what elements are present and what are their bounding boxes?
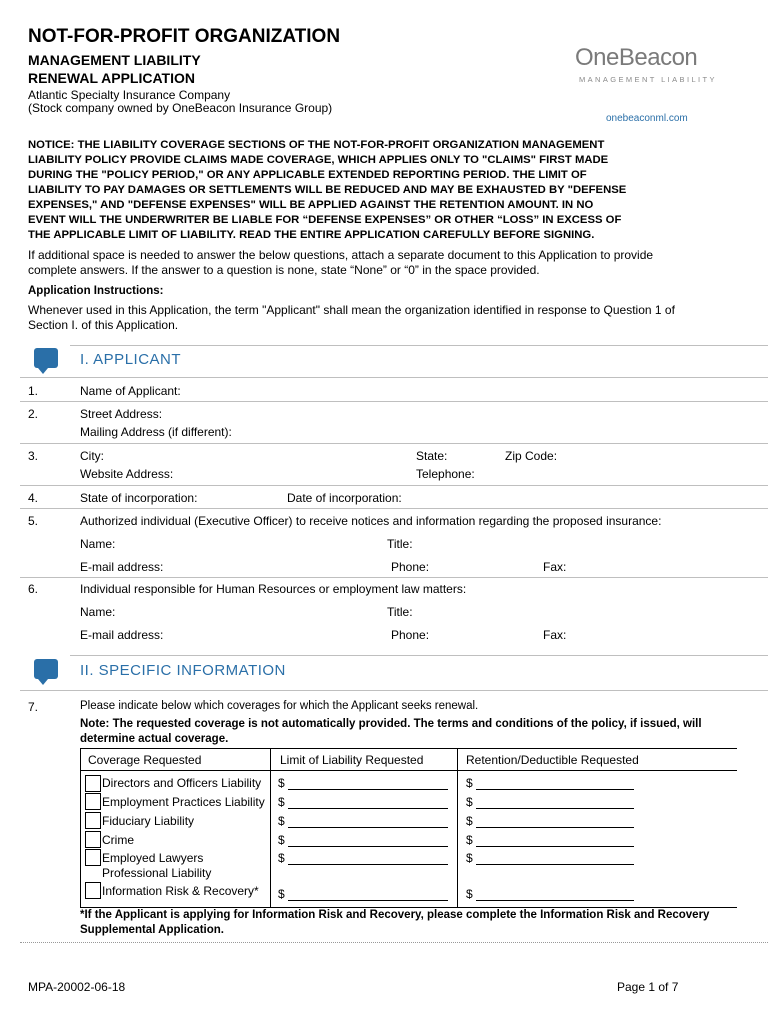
dollar-sign: $ [466, 814, 473, 828]
table-border [80, 770, 737, 771]
notice-line: THE APPLICABLE LIMIT OF LIABILITY. READ THE ENTIRE APPLICATION CAREFULLY BEFORE SIGNING. [28, 229, 595, 241]
dollar-sign: $ [466, 776, 473, 790]
onebeacon-logo: OneBeacon [575, 44, 698, 71]
table-border [457, 748, 458, 907]
officer-email-label[interactable]: E-mail address: [80, 560, 164, 574]
coverage-checkbox-employed-lawyers[interactable] [85, 849, 101, 866]
intro-text-2: complete answers. If the answer to a question is none, state “None” or “0” in the space provided. [28, 263, 540, 277]
notice-line: LIABILITY TO PAY DAMAGES OR SETTLEMENTS WILL BE REDUCED AND MAY BE EXHAUSTED BY "DEFENSE [28, 184, 627, 196]
coverage-checkbox-fiduciary[interactable] [85, 812, 101, 829]
footnote-1: *If the Applicant is applying for Information Risk and Recovery, please complete the Information Risk and Recovery [80, 909, 710, 921]
coverage-instruction: Please indicate below which coverages for which the Applicant seeks renewal. [80, 700, 479, 712]
divider [20, 485, 768, 486]
column-header-limit: Limit of Liability Requested [280, 753, 424, 767]
dollar-sign: $ [466, 833, 473, 847]
website-address-label[interactable]: Website Address: [80, 467, 174, 481]
question-number: 3. [28, 449, 39, 463]
dollar-sign: $ [466, 795, 473, 809]
notice-line: DURING THE "POLICY PERIOD," OR ANY APPLICABLE EXTENDED REPORTING PERIOD. THE LIMIT OF [28, 169, 587, 181]
officer-phone-label[interactable]: Phone: [391, 560, 430, 574]
telephone-label[interactable]: Telephone: [416, 467, 475, 481]
officer-title-label[interactable]: Title: [387, 537, 413, 551]
divider [20, 577, 768, 578]
coverage-label: Employed Lawyers [102, 851, 204, 865]
street-address-label[interactable]: Street Address: [80, 407, 163, 421]
limit-input[interactable] [288, 827, 448, 828]
dollar-sign: $ [278, 833, 285, 847]
instructions-text-2: Section I. of this Application. [28, 318, 179, 332]
hr-phone-label[interactable]: Phone: [391, 628, 430, 642]
coverage-checkbox-epl[interactable] [85, 793, 101, 810]
instructions-text-1: Whenever used in this Application, the term "Applicant" shall mean the organization identified in response to Question 1 of [28, 303, 675, 317]
limit-input[interactable] [288, 846, 448, 847]
document-subtitle-1: MANAGEMENT LIABILITY [28, 52, 201, 68]
dollar-sign: $ [278, 851, 285, 865]
document-title: NOT-FOR-PROFIT ORGANIZATION [28, 26, 341, 47]
divider [20, 377, 768, 378]
table-border [270, 748, 271, 907]
company-name: Atlantic Specialty Insurance Company [28, 88, 231, 102]
table-border [80, 907, 737, 908]
mailing-address-label[interactable]: Mailing Address (if different): [80, 425, 232, 439]
section-icon [34, 659, 58, 679]
date-of-incorporation-label[interactable]: Date of incorporation: [287, 491, 402, 505]
divider [20, 508, 768, 509]
question-number: 4. [28, 491, 39, 505]
hr-email-label[interactable]: E-mail address: [80, 628, 164, 642]
coverage-checkbox-info-risk[interactable] [85, 882, 101, 899]
dollar-sign: $ [466, 851, 473, 865]
coverage-label: Fiduciary Liability [102, 814, 195, 828]
document-subtitle-2: RENEWAL APPLICATION [28, 70, 195, 86]
table-border [80, 748, 81, 907]
notice-line: EXPENSES," AND "DEFENSE EXPENSES" WILL BE APPLIED AGAINST THE RETENTION AMOUNT. IN NO [28, 199, 594, 211]
divider [20, 690, 768, 691]
hr-fax-label[interactable]: Fax: [543, 628, 567, 642]
hr-title-label[interactable]: Title: [387, 605, 413, 619]
table-border [80, 748, 737, 749]
divider [20, 942, 768, 943]
company-owner: (Stock company owned by OneBeacon Insurance Group) [28, 101, 333, 115]
notice-line: EVENT WILL THE UNDERWRITER BE LIABLE FOR “DEFENSE EXPENSES” OR OTHER “LOSS” IN EXCESS OF [28, 214, 622, 226]
coverage-checkbox-crime[interactable] [85, 831, 101, 848]
applicant-name-label[interactable]: Name of Applicant: [80, 384, 181, 398]
coverage-note-2: determine actual coverage. [80, 733, 229, 745]
retention-input[interactable] [476, 864, 634, 865]
state-label[interactable]: State: [416, 449, 448, 463]
page-number: Page 1 of 7 [617, 980, 679, 994]
coverage-label-cont: Professional Liability [102, 866, 212, 880]
website-link[interactable]: onebeaconml.com [606, 113, 688, 124]
hr-name-label[interactable]: Name: [80, 605, 116, 619]
divider [20, 401, 768, 402]
hr-individual-label: Individual responsible for Human Resources or employment law matters: [80, 582, 467, 596]
limit-input[interactable] [288, 900, 448, 901]
section-top-rule [70, 345, 768, 346]
question-number: 5. [28, 514, 39, 528]
question-number: 6. [28, 582, 39, 596]
question-number: 1. [28, 384, 39, 398]
section-2-title: II. SPECIFIC INFORMATION [80, 662, 286, 679]
retention-input[interactable] [476, 808, 634, 809]
dollar-sign: $ [278, 795, 285, 809]
limit-input[interactable] [288, 789, 448, 790]
question-number: 7. [28, 700, 39, 714]
coverage-note-1: Note: The requested coverage is not automatically provided. The terms and conditions of the policy, if issued, will [80, 718, 702, 730]
dollar-sign: $ [278, 887, 285, 901]
notice-line: LIABILITY POLICY PROVIDE CLAIMS MADE COVERAGE, WHICH APPLIES ONLY TO "CLAIMS" FIRST MADE [28, 154, 609, 166]
dollar-sign: $ [278, 776, 285, 790]
instructions-heading: Application Instructions: [28, 285, 164, 297]
notice-line: NOTICE: THE LIABILITY COVERAGE SECTIONS OF THE NOT-FOR-PROFIT ORGANIZATION MANAGEMENT [28, 139, 605, 151]
section-top-rule [70, 655, 768, 656]
section-1-title: I. APPLICANT [80, 351, 182, 368]
divider [20, 443, 768, 444]
intro-text-1: If additional space is needed to answer the below questions, attach a separate document to this Application to provide [28, 248, 654, 262]
coverage-checkbox-do[interactable] [85, 775, 101, 792]
coverage-label: Information Risk & Recovery* [102, 884, 259, 898]
retention-input[interactable] [476, 900, 634, 901]
retention-input[interactable] [476, 846, 634, 847]
coverage-label: Employment Practices Liability [102, 795, 265, 809]
city-label[interactable]: City: [80, 449, 104, 463]
zip-code-label[interactable]: Zip Code: [505, 449, 558, 463]
retention-input[interactable] [476, 789, 634, 790]
column-header-retention: Retention/Deductible Requested [466, 753, 639, 767]
form-id: MPA-20002-06-18 [28, 980, 126, 994]
coverage-label: Directors and Officers Liability [102, 776, 262, 790]
authorized-individual-label: Authorized individual (Executive Officer) to receive notices and information regarding the proposed insurance: [80, 514, 662, 528]
limit-input[interactable] [288, 864, 448, 865]
officer-fax-label[interactable]: Fax: [543, 560, 567, 574]
retention-input[interactable] [476, 827, 634, 828]
section-icon [34, 348, 58, 368]
officer-name-label[interactable]: Name: [80, 537, 116, 551]
footnote-2: Supplemental Application. [80, 924, 224, 936]
logo-tagline: MANAGEMENT LIABILITY [579, 75, 717, 84]
notice-block [28, 138, 626, 243]
state-of-incorporation-label[interactable]: State of incorporation: [80, 491, 198, 505]
coverage-label: Crime [102, 833, 134, 847]
dollar-sign: $ [278, 814, 285, 828]
question-number: 2. [28, 407, 39, 421]
column-header-coverage: Coverage Requested [88, 753, 202, 767]
dollar-sign: $ [466, 887, 473, 901]
limit-input[interactable] [288, 808, 448, 809]
